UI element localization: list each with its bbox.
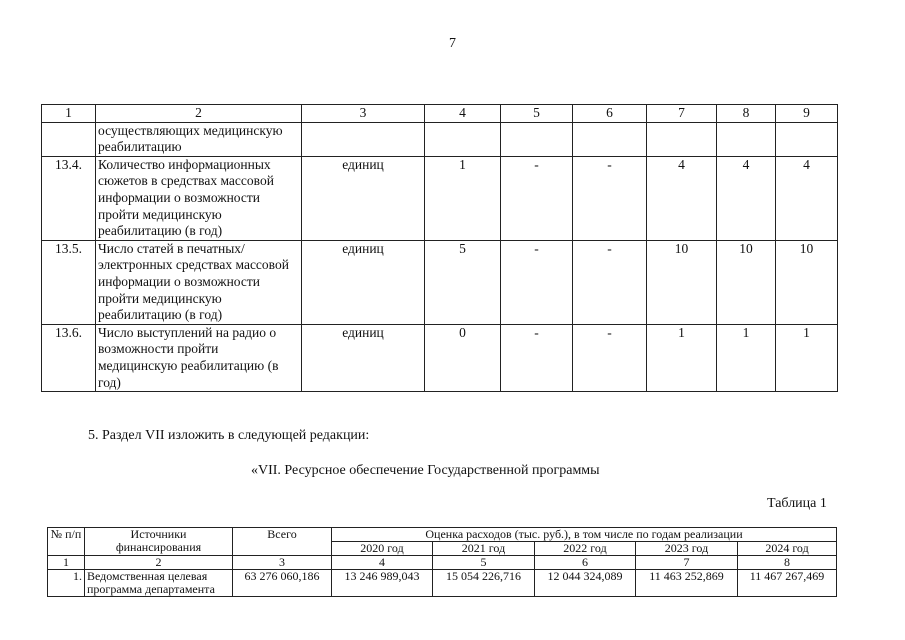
value-cell: 1 bbox=[647, 324, 717, 391]
column-number: 5 bbox=[433, 556, 535, 570]
unit-cell bbox=[302, 122, 425, 156]
header-num: № п/п bbox=[48, 528, 85, 556]
unit-cell: единиц bbox=[302, 324, 425, 391]
header-cell: 1 bbox=[42, 105, 96, 123]
year-value: 15 054 226,716 bbox=[433, 570, 535, 597]
value-cell: - bbox=[573, 324, 647, 391]
row-number bbox=[42, 122, 96, 156]
row-number: 13.5. bbox=[42, 240, 96, 324]
header-year: 2021 год bbox=[433, 542, 535, 556]
value-cell: - bbox=[501, 240, 573, 324]
value-cell: 10 bbox=[717, 240, 776, 324]
value-cell: 1 bbox=[717, 324, 776, 391]
year-value: 12 044 324,089 bbox=[535, 570, 636, 597]
column-number-row bbox=[48, 556, 837, 570]
indicators-table bbox=[41, 104, 838, 392]
header-cell: 4 bbox=[425, 105, 501, 123]
indicator-name: осуществляющих медицинскую реабилитацию bbox=[96, 122, 302, 156]
value-cell: 1 bbox=[425, 156, 501, 240]
header-year: 2022 год bbox=[535, 542, 636, 556]
header-cell: 8 bbox=[717, 105, 776, 123]
value-cell: 4 bbox=[776, 156, 838, 240]
indicator-name: Число статей в печатных/электронных средствах массовой информации о возможности пройти медицинскую реабилитацию (в год) bbox=[96, 240, 302, 324]
row-number: 1. bbox=[48, 570, 85, 597]
value-cell: 1 bbox=[776, 324, 838, 391]
column-number: 7 bbox=[636, 556, 738, 570]
indicator-name: Количество информационных сюжетов в средствах массовой информации о возможности пройти медицинскую реабилитацию (в год) bbox=[96, 156, 302, 240]
value-cell bbox=[425, 122, 501, 156]
table-row bbox=[42, 240, 838, 324]
indicator-name: Число выступлений на радио о возможности пройти медицинскую реабилитацию (в год) bbox=[96, 324, 302, 391]
table-row bbox=[42, 122, 838, 156]
year-value: 11 463 252,869 bbox=[636, 570, 738, 597]
value-cell: 4 bbox=[647, 156, 717, 240]
header-year: 2023 год bbox=[636, 542, 738, 556]
value-cell bbox=[776, 122, 838, 156]
unit-cell: единиц bbox=[302, 240, 425, 324]
header-year: 2024 год bbox=[738, 542, 837, 556]
paragraph-text: 5. Раздел VII изложить в следующей редакции: bbox=[88, 428, 370, 443]
year-value: 13 246 989,043 bbox=[332, 570, 433, 597]
value-cell: - bbox=[573, 156, 647, 240]
value-cell: 4 bbox=[717, 156, 776, 240]
source-name: Ведомственная целевая программа департамента bbox=[85, 570, 233, 597]
value-cell bbox=[573, 122, 647, 156]
value-cell: - bbox=[501, 324, 573, 391]
page-number: 7 bbox=[449, 36, 456, 51]
table-row bbox=[42, 156, 838, 240]
total-value: 63 276 060,186 bbox=[233, 570, 332, 597]
header-estimate: Оценка расходов (тыс. руб.), в том числе по годам реализации bbox=[332, 528, 837, 542]
value-cell: 10 bbox=[647, 240, 717, 324]
value-cell bbox=[717, 122, 776, 156]
row-number: 13.6. bbox=[42, 324, 96, 391]
header-source: Источники финансирования bbox=[85, 528, 233, 556]
value-cell: - bbox=[501, 156, 573, 240]
header-cell: 3 bbox=[302, 105, 425, 123]
header-total: Всего bbox=[233, 528, 332, 556]
header-cell: 2 bbox=[96, 105, 302, 123]
resources-table bbox=[47, 527, 837, 597]
column-number: 8 bbox=[738, 556, 837, 570]
header-year: 2020 год bbox=[332, 542, 433, 556]
value-cell: 5 bbox=[425, 240, 501, 324]
header-cell: 5 bbox=[501, 105, 573, 123]
table-row bbox=[48, 570, 837, 597]
table-label: Таблица 1 bbox=[767, 496, 827, 511]
value-cell: 10 bbox=[776, 240, 838, 324]
column-number: 1 bbox=[48, 556, 85, 570]
column-number: 3 bbox=[233, 556, 332, 570]
section-title: «VII. Ресурсное обеспечение Государственной программы bbox=[251, 463, 600, 478]
table-header-row bbox=[42, 105, 838, 123]
column-number: 4 bbox=[332, 556, 433, 570]
column-number: 2 bbox=[85, 556, 233, 570]
value-cell bbox=[501, 122, 573, 156]
value-cell: 0 bbox=[425, 324, 501, 391]
column-number: 6 bbox=[535, 556, 636, 570]
value-cell bbox=[647, 122, 717, 156]
row-number: 13.4. bbox=[42, 156, 96, 240]
table-row bbox=[42, 324, 838, 391]
header-cell: 9 bbox=[776, 105, 838, 123]
header-cell: 7 bbox=[647, 105, 717, 123]
value-cell: - bbox=[573, 240, 647, 324]
unit-cell: единиц bbox=[302, 156, 425, 240]
year-value: 11 467 267,469 bbox=[738, 570, 837, 597]
header-cell: 6 bbox=[573, 105, 647, 123]
table-header-row bbox=[48, 528, 837, 542]
